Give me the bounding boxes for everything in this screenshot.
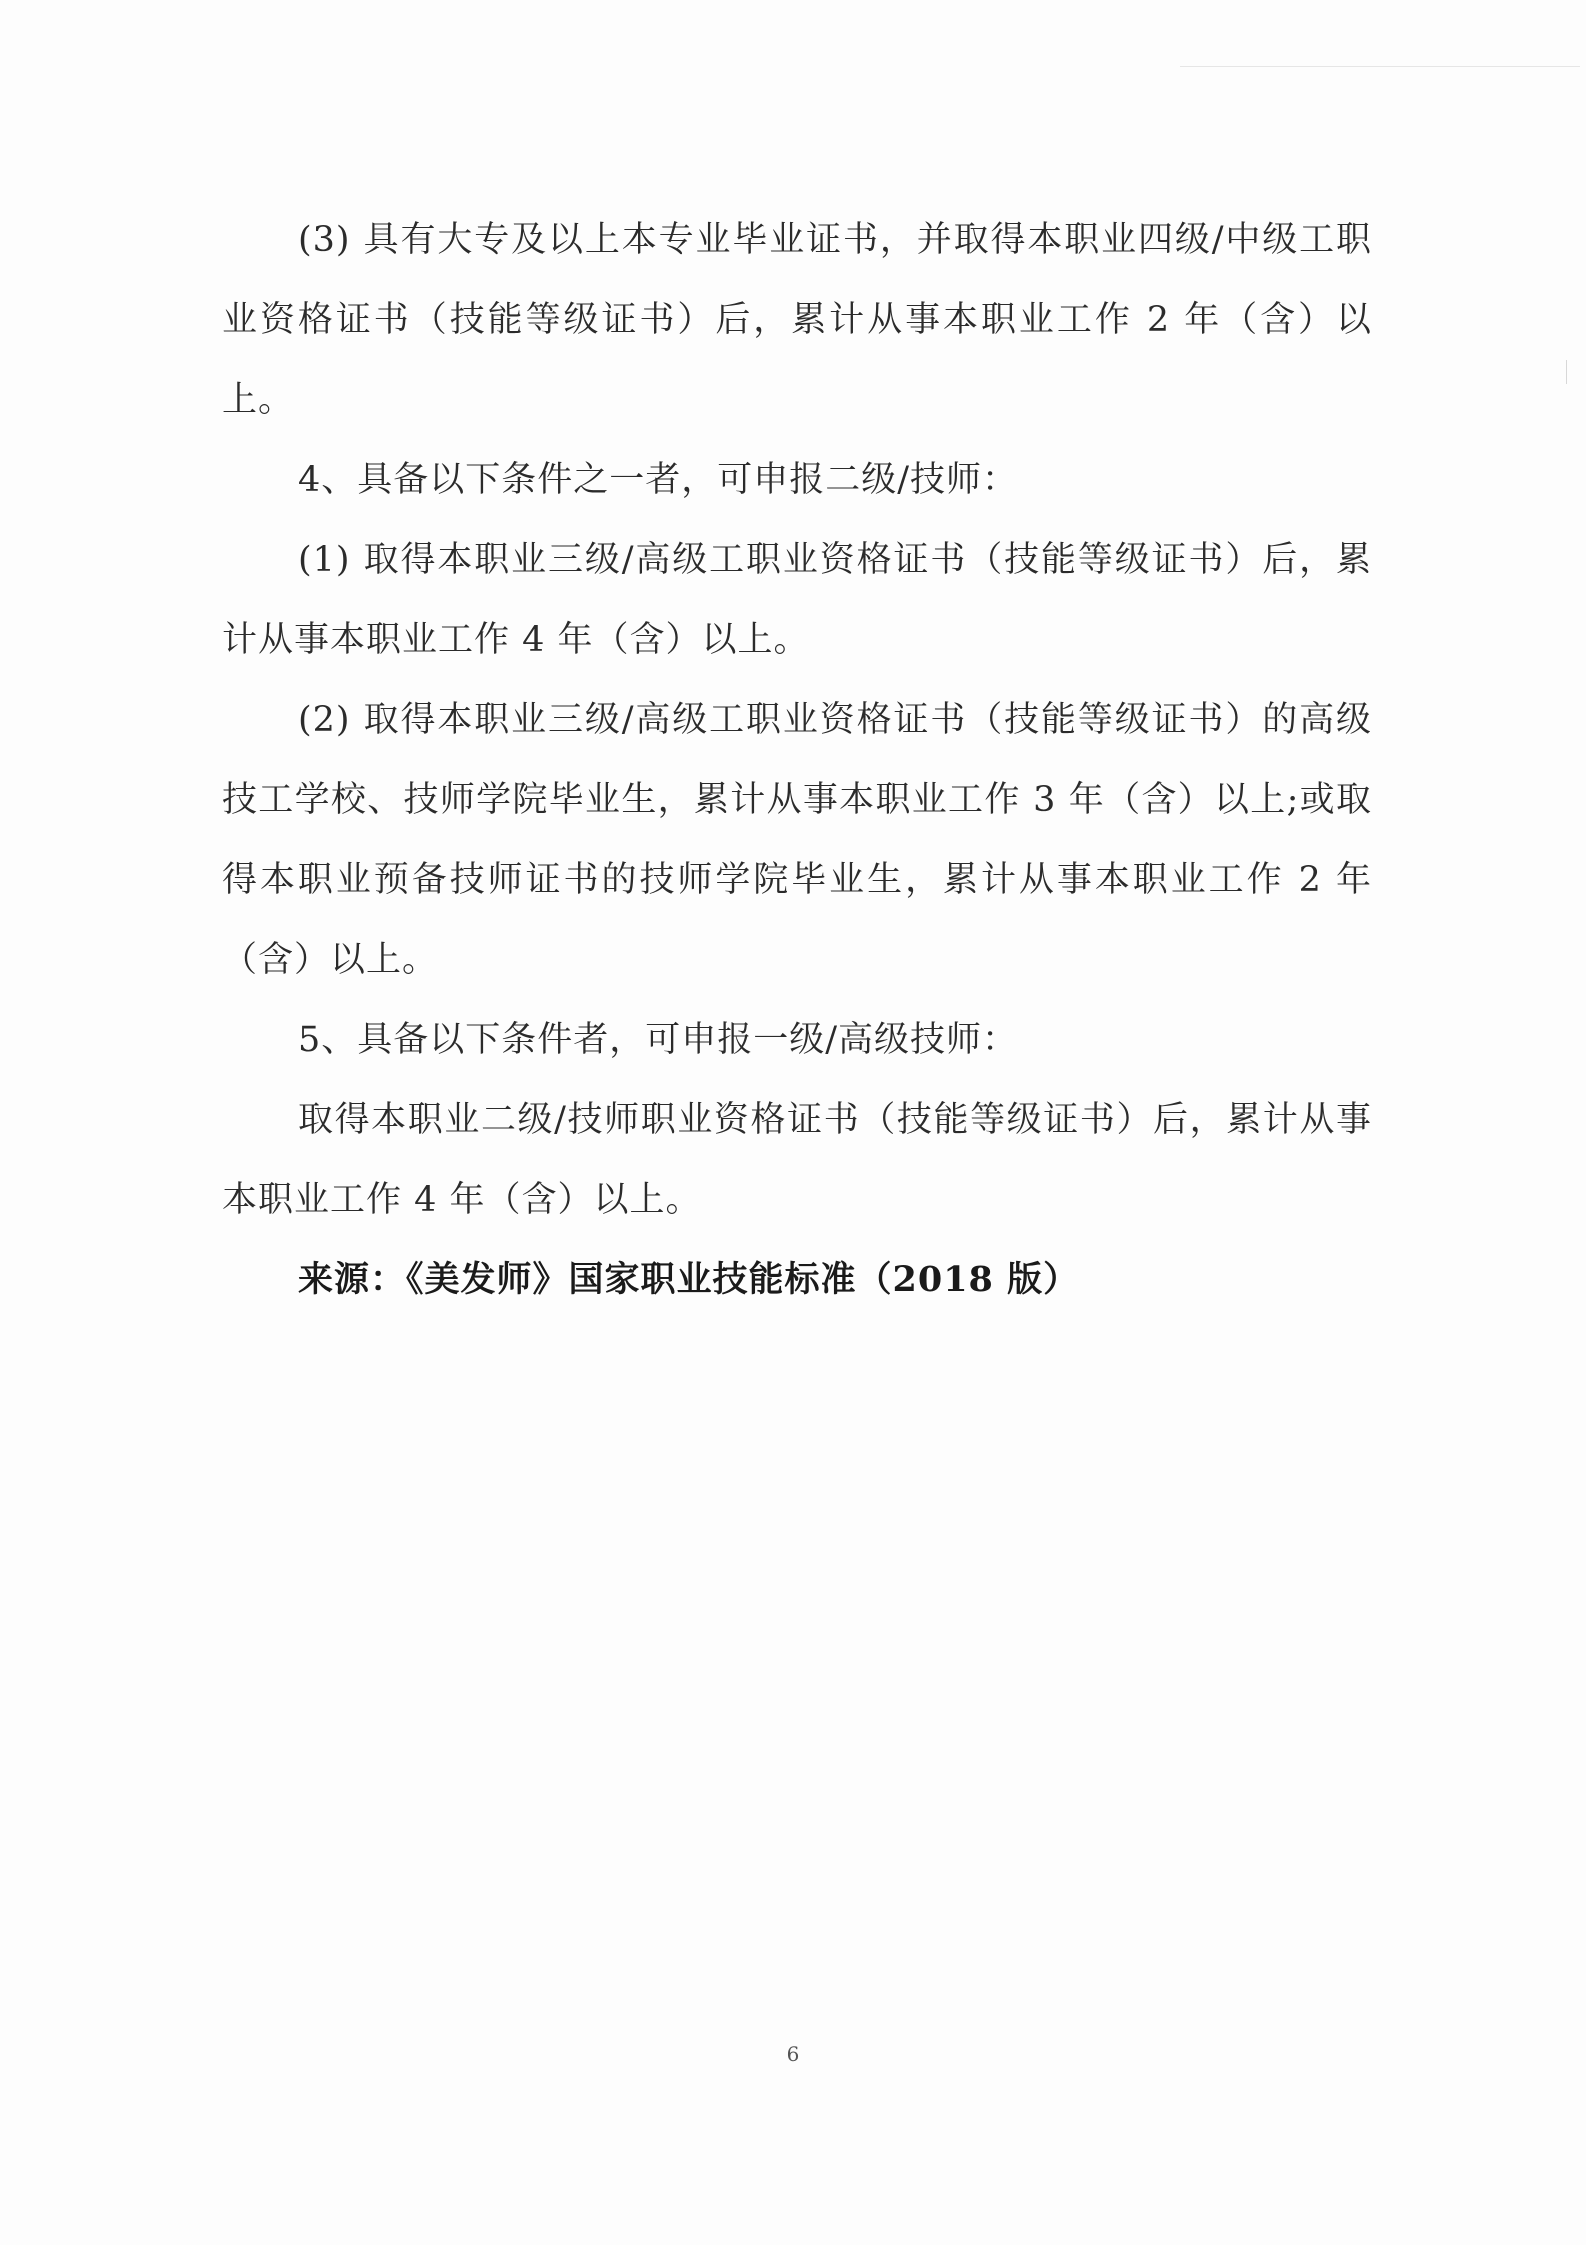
paragraph-level-2-condition-1: (1) 取得本职业三级/高级工职业资格证书（技能等级证书）后，累计从事本职业工作 4 年（含）以上。 [222, 540, 1372, 660]
paragraph-level-2-heading: 4、具备以下条件之一者，可申报二级/技师： [298, 460, 1019, 500]
scan-artifact-mark [1566, 360, 1567, 384]
paragraph-condition-3: (3) 具有大专及以上本专业毕业证书，并取得本职业四级/中级工职业资格证书（技能等级证书）后，累计从事本职业工作 2 年（含）以上。 [222, 220, 1372, 420]
page-number: 6 [786, 2042, 800, 2066]
document-body [222, 200, 1372, 1320]
paragraph-level-1-condition: 取得本职业二级/技师职业资格证书（技能等级证书）后，累计从事本职业工作 4 年（含）以上。 [222, 1100, 1372, 1220]
paragraph-level-2-condition-2: (2) 取得本职业三级/高级工职业资格证书（技能等级证书）的高级技工学校、技师学院毕业生，累计从事本职业工作 3 年（含）以上;或取得本职业预备技师证书的技师学院毕业生，累计从事本职业工作 2 年（含）以上。 [222, 700, 1372, 980]
scan-artifact-line [1180, 66, 1580, 67]
paragraph-level-1-heading: 5、具备以下条件者，可申报一级/高级技师： [298, 1020, 1019, 1060]
source-citation: 来源：《美发师》国家职业技能标准（2018 版） [298, 1259, 1080, 1300]
